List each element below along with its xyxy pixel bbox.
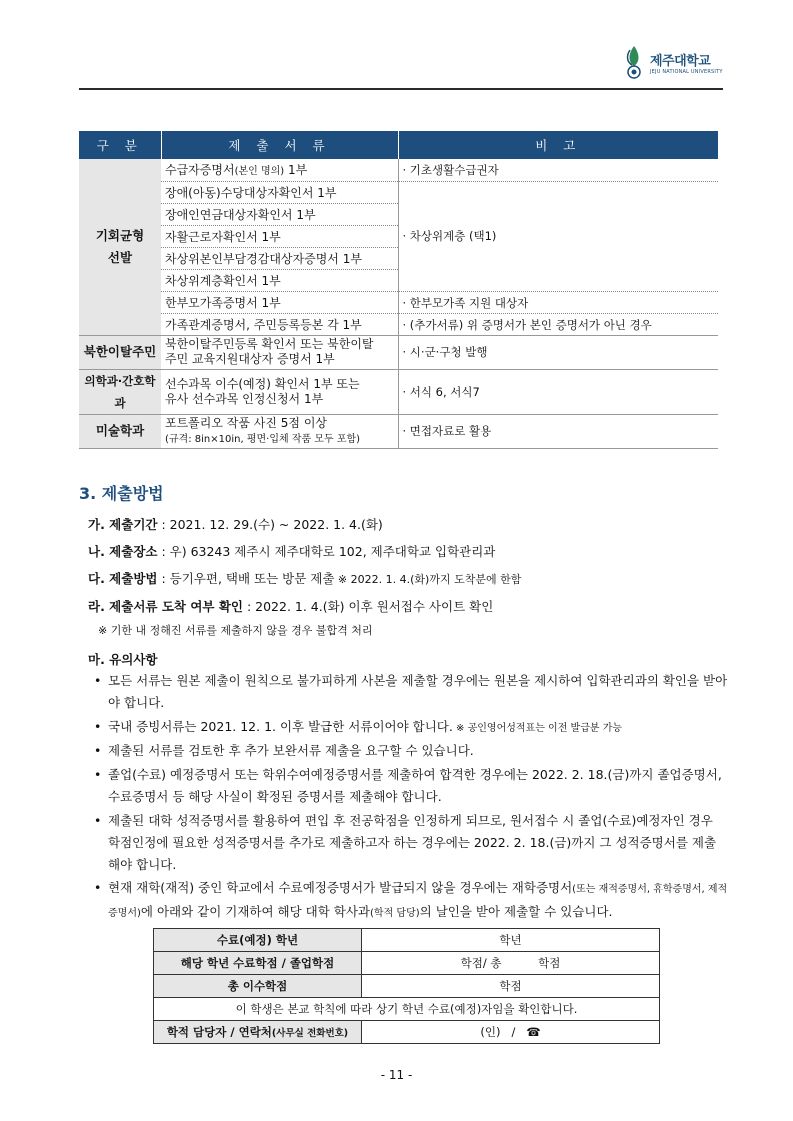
label-total-credits: 총 이수학점 <box>154 975 362 998</box>
value-registrar-contact: (인) / ☎ <box>362 1021 660 1044</box>
required-documents-table <box>79 131 718 449</box>
category-defector: 북한이탈주민 <box>79 335 161 369</box>
label-registrar-contact: 학적 담당자 / 연락처(사무실 전화번호) <box>154 1021 362 1044</box>
document-cell: 가족관계증명서, 주민등록등본 각 1부 <box>161 313 398 335</box>
remark-cell: · 시·군·구청 발행 <box>398 335 718 369</box>
caution-item: • 현재 재학(재적) 중인 학교에서 수료예정증명서가 발급되지 않을 경우에는 재학증명서(또는 재적증명서, 휴학증명서, 제적증명서)에 아래와 같이 기재하여 해당 대학 학사과(학적 담당)의 날인을 받아 제출할 수 있습니다. <box>94 877 728 925</box>
logo-korean-name: 제주대학교 <box>650 53 711 69</box>
table-row <box>79 159 718 181</box>
category-art: 미술학과 <box>79 414 161 448</box>
value-total-credits: 학점 <box>362 975 660 998</box>
caution-item: • 국내 증빙서류는 2021. 12. 1. 이후 발급한 서류이어야 합니다. ※ 공인영어성적표는 이전 발급분 가능 <box>94 716 728 740</box>
table-row <box>154 975 660 998</box>
table-header-row <box>79 131 718 159</box>
table-row <box>154 1021 660 1044</box>
arrival-check: 라. 제출서류 도착 여부 확인 : 2022. 1. 4.(화) 이후 원서접수 사이트 확인 <box>88 599 494 614</box>
table-row <box>79 291 718 313</box>
remark-cell: · 기초생활수급권자 <box>398 159 718 181</box>
caution-item: • 제출된 대학 성적증명서를 활용하여 편입 후 전공학점을 인정하게 되므로, 원서접수 시 졸업(수료)예정자인 경우 학점인정에 필요한 성적증명서를 추가로 제출하고자 하는 경우에는 2022. 2. 18.(금)까지 그 성적증명서를 제출해야 합니다. <box>94 810 728 876</box>
caution-item: • 졸업(수료) 예정증명서 또는 학위수여예정증명서를 제출하여 합격한 경우에는 2022. 2. 18.(금)까지 졸업증명서, 수료증명서 등 해당 사실이 확정된 증명서를 제출해야 합니다. <box>94 764 728 808</box>
submission-method: 다. 제출방법 : 등기우편, 택배 또는 방문 제출 ※ 2022. 1. 4.(화)까지 도착분에 한함 <box>88 571 522 586</box>
table-row <box>79 313 718 335</box>
document-cell: 차상위계층확인서 1부 <box>161 269 398 291</box>
cautions-heading: 마. 유의사항 <box>88 652 158 667</box>
document-cell: 포트폴리오 작품 사진 5점 이상 (규격: 8in×10in, 평면·입체 작품 모두 포함) <box>161 414 398 448</box>
category-medical-nursing: 의학과·간호학과 <box>79 369 161 414</box>
table-row <box>154 998 660 1021</box>
document-cell: 북한이탈주민등록 확인서 또는 북한이탈 주민 교육지원대상자 증명서 1부 <box>161 335 398 369</box>
confirmation-table <box>153 928 660 1044</box>
document-cell: 선수과목 이수(예정) 확인서 1부 또는 유사 선수과목 인정신청서 1부 <box>161 369 398 414</box>
table-row <box>79 414 718 448</box>
document-cell: 장애(아동)수당대상자확인서 1부 <box>161 181 398 203</box>
logo-english-name: JEJU NATIONAL UNIVERSITY <box>650 68 723 75</box>
header-remarks: 비 고 <box>398 131 718 159</box>
caution-item: • 모든 서류는 원본 제출이 원칙으로 불가피하게 사본을 제출할 경우에는 원본을 제시하여 입학관리과의 확인을 받아야 합니다. <box>94 670 728 714</box>
university-emblem-icon <box>622 44 646 80</box>
label-grade-credits: 해당 학년 수료학점 / 졸업학점 <box>154 952 362 975</box>
table-row <box>79 335 718 369</box>
table-row <box>154 952 660 975</box>
deadline-notice: ※ 기한 내 정해진 서류를 제출하지 않을 경우 불합격 처리 <box>98 624 373 637</box>
page-number: - 11 - <box>380 1068 413 1082</box>
submission-place: 나. 제출장소 : 우) 63243 제주시 제주대학로 102, 제주대학교 입학관리과 <box>88 544 496 559</box>
header-category: 구 분 <box>79 131 161 159</box>
value-grade-credits: 학점/ 총 학점 <box>362 952 660 975</box>
submission-period: 가. 제출기간 : 2021. 12. 29.(수) ~ 2022. 1. 4.(화) <box>88 517 383 532</box>
remark-cell: · 면접자료로 활용 <box>398 414 718 448</box>
remark-cell: · 한부모가족 지원 대상자 <box>398 291 718 313</box>
value-completion-grade: 학년 <box>362 929 660 952</box>
label-completion-grade: 수료(예정) 학년 <box>154 929 362 952</box>
university-logo <box>622 42 732 82</box>
remark-cell: · 서식 6, 서식7 <box>398 369 718 414</box>
remark-cell: · (추가서류) 위 증명서가 본인 증명서가 아닌 경우 <box>398 313 718 335</box>
category-opportunity: 기회균형 선발 <box>79 159 161 335</box>
remark-cell: · 차상위계층 (택1) <box>398 181 718 291</box>
document-cell: 수급자증명서(본인 명의) 1부 <box>161 159 398 181</box>
table-row <box>79 369 718 414</box>
table-row <box>154 929 660 952</box>
section-title: 3. 제출방법 <box>79 484 164 503</box>
caution-item: • 제출된 서류를 검토한 후 추가 보완서류 제출을 요구할 수 있습니다. <box>94 740 728 762</box>
table-row <box>79 181 718 203</box>
document-cell: 차상위본인부담경감대상자증명서 1부 <box>161 247 398 269</box>
document-cell: 장애인연금대상자확인서 1부 <box>161 203 398 225</box>
document-cell: 한부모가족증명서 1부 <box>161 291 398 313</box>
header-documents: 제 출 서 류 <box>161 131 398 159</box>
document-cell: 자활근로자확인서 1부 <box>161 225 398 247</box>
confirmation-statement: 이 학생은 본교 학칙에 따라 상기 학년 수료(예정)자임을 확인합니다. <box>154 998 660 1021</box>
header-divider <box>79 88 723 90</box>
